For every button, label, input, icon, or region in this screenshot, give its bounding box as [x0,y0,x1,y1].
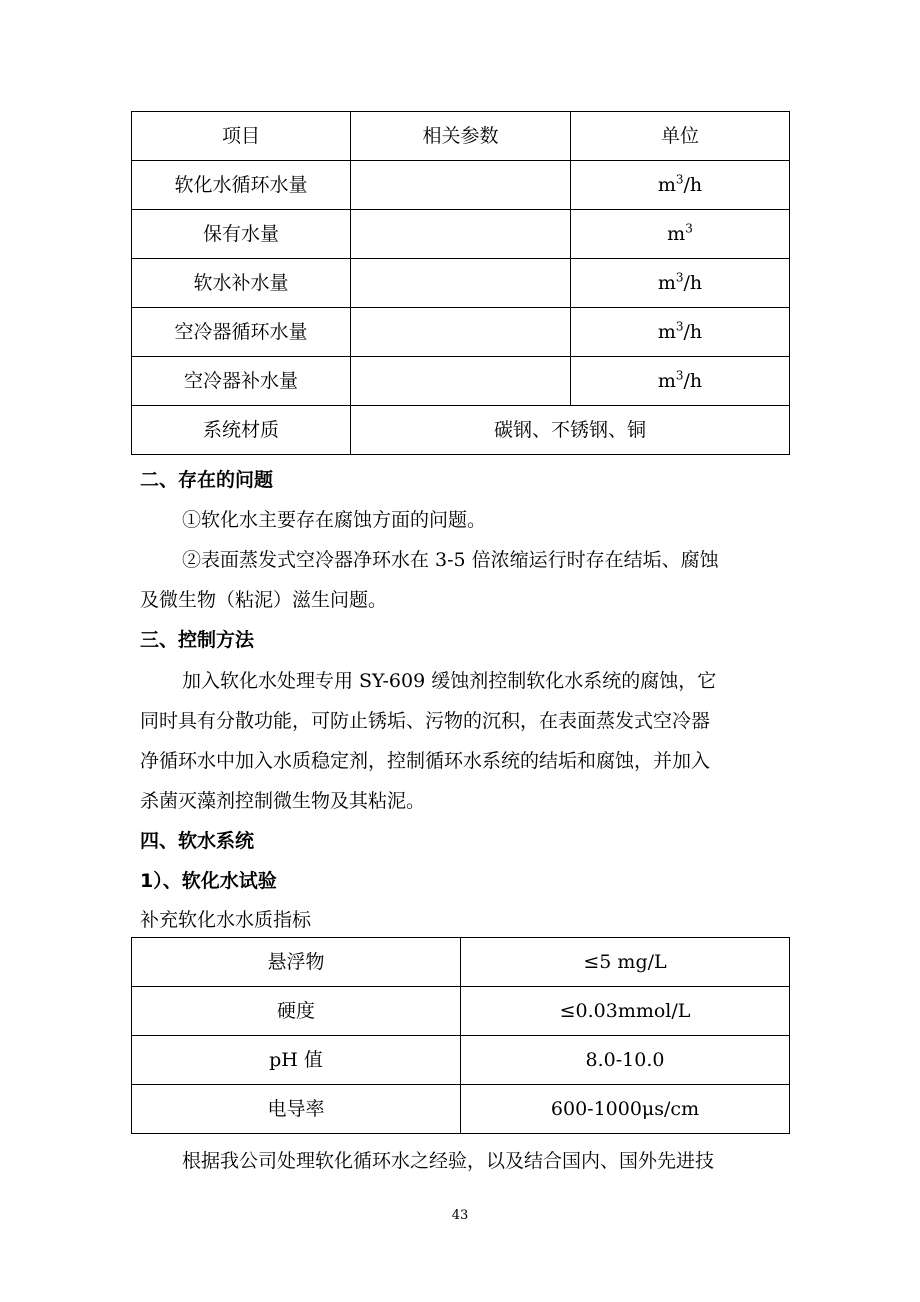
row-unit: $m^3/h$ [571,308,790,357]
quality-name: 电导率 [132,1085,461,1134]
row-item: 软化水循环水量 [132,161,351,210]
row-item: 空冷器补水量 [132,357,351,406]
table-row [132,1036,790,1085]
quality-value: ≤0.03mmol/L [461,987,790,1036]
table-row [132,938,790,987]
header-unit: 单位 [571,112,790,161]
paragraph: 同时具有分散功能，可防止锈垢、污物的沉积，在表面蒸发式空冷器 [140,710,711,732]
row-item: 软水补水量 [132,259,351,308]
header-param: 相关参数 [351,112,571,161]
row-param [351,259,571,308]
material-label: 系统材质 [132,406,351,455]
table-header-row [132,112,790,161]
paragraph: 根据我公司处理软化循环水之经验，以及结合国内、国外先进技 [182,1150,715,1172]
sub-heading: 1）、软化水试验 [140,870,277,892]
paragraph: 净循环水中加入水质稳定剂，控制循环水系统的结垢和腐蚀，并加入 [140,750,711,772]
paragraph: 杀菌灭藻剂控制微生物及其粘泥。 [140,790,426,812]
row-item: 空冷器循环水量 [132,308,351,357]
water-quality-table [131,937,790,1134]
table-row [132,1085,790,1134]
row-unit: $m^3/h$ [571,259,790,308]
quality-value: 600-1000μs/cm [461,1085,790,1134]
section-heading-problems: 二、存在的问题 [140,469,274,491]
section-heading-control: 三、控制方法 [140,629,255,651]
paragraph: 加入软化水处理专用 SY-609 缓蚀剂控制软化水系统的腐蚀，它 [182,670,717,692]
quality-value: 8.0-10.0 [461,1036,790,1085]
table-row [132,308,790,357]
row-item: 保有水量 [132,210,351,259]
paragraph: 及微生物（粘泥）滋生问题。 [140,589,388,611]
table-row [132,259,790,308]
page-number: 43 [451,1208,469,1223]
table-row [132,987,790,1036]
row-unit: $m^3$ [571,210,790,259]
row-param [351,161,571,210]
table-row-material [132,406,790,455]
table-row [132,357,790,406]
quality-name: 悬浮物 [132,938,461,987]
quality-name: 硬度 [132,987,461,1036]
table-row [132,210,790,259]
row-param [351,210,571,259]
section-heading-soft-water: 四、软水系统 [140,830,255,852]
row-param [351,308,571,357]
system-parameters-table [131,111,790,455]
paragraph: ②表面蒸发式空冷器净环水在 3-5 倍浓缩运行时存在结垢、腐蚀 [182,549,719,571]
paragraph: ①软化水主要存在腐蚀方面的问题。 [182,509,487,531]
quality-value: ≤5 mg/L [461,938,790,987]
table-caption: 补充软化水水质指标 [140,909,312,931]
row-param [351,357,571,406]
header-item: 项目 [132,112,351,161]
quality-name: pH 值 [132,1036,461,1085]
material-value: 碳钢、不锈钢、铜 [351,406,790,455]
row-unit: $m^3/h$ [571,161,790,210]
row-unit: $m^3/h$ [571,357,790,406]
table-row [132,161,790,210]
